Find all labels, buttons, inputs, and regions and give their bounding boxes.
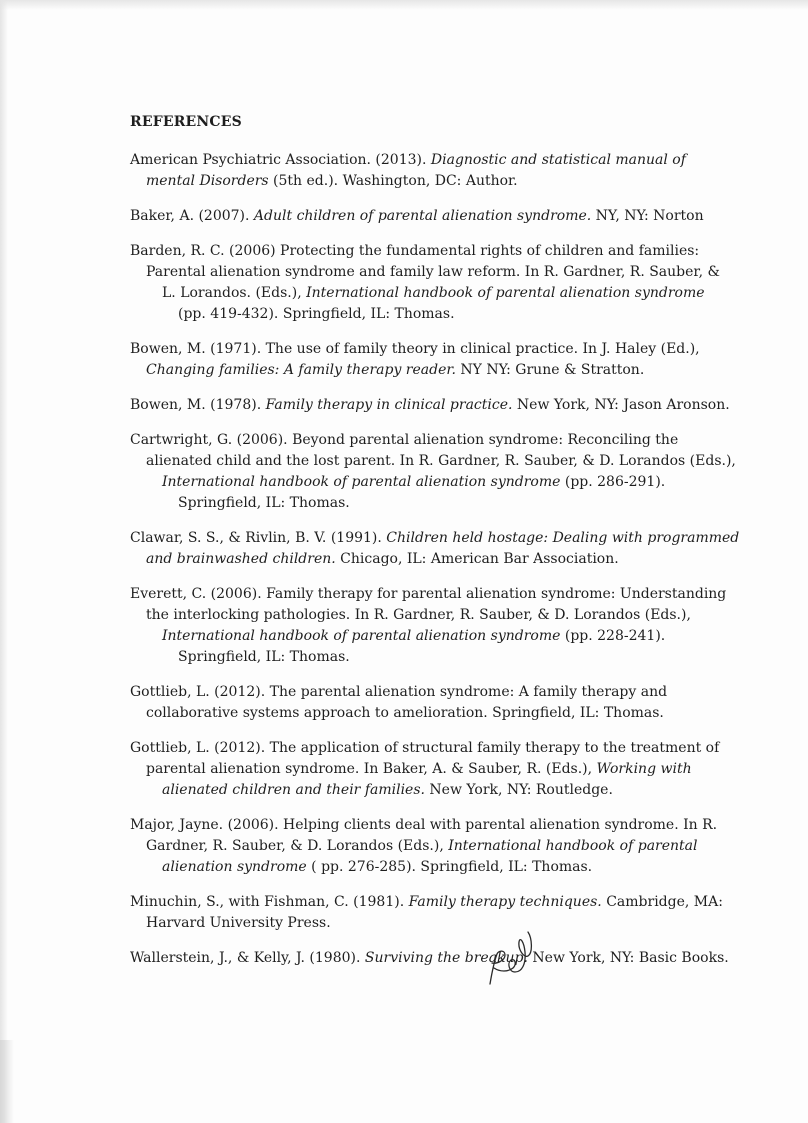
reference-line xyxy=(130,339,700,360)
reference-line xyxy=(130,584,727,605)
scan-edge-left xyxy=(0,0,8,1123)
reference-text: (pp. 419-432). Springfield, IL: Thomas. xyxy=(178,306,455,322)
reference-line xyxy=(130,948,729,969)
reference-text: Wallerstein, J., & Kelly, J. (1980). xyxy=(130,950,365,966)
reference-title-text: Changing families: A family therapy reader. xyxy=(146,362,456,378)
reference-title-text: International handbook of parental alienation syndrome xyxy=(306,285,705,301)
reference-entry xyxy=(130,892,723,934)
reference-text: Clawar, S. S., & Rivlin, B. V. (1991). xyxy=(130,530,387,546)
reference-line xyxy=(130,171,690,192)
reference-text: New York, NY: Jason Aronson. xyxy=(512,397,730,413)
reference-line xyxy=(130,283,705,304)
reference-text: New York, NY: Routledge. xyxy=(424,782,613,798)
reference-line xyxy=(130,206,704,227)
reference-text: Bowen, M. (1978). xyxy=(130,397,266,413)
reference-line xyxy=(130,395,730,416)
reference-text: collaborative systems approach to amelioration. Springfield, IL: Thomas. xyxy=(146,705,664,721)
reference-text: Everett, C. (2006). Family therapy for parental alienation syndrome: Understanding xyxy=(130,586,727,602)
reference-line xyxy=(130,815,718,836)
reference-text: Major, Jayne. (2006). Helping clients deal with parental alienation syndrome. In R. xyxy=(130,817,718,833)
reference-title-text: International handbook of parental xyxy=(448,838,698,854)
reference-text: American Psychiatric Association. (2013). xyxy=(130,152,431,168)
reference-text: Harvard University Press. xyxy=(146,915,331,931)
reference-line xyxy=(130,472,690,493)
reference-entry xyxy=(130,430,736,514)
reference-line xyxy=(130,780,690,801)
reference-entry xyxy=(130,150,690,192)
reference-entry xyxy=(130,206,704,227)
reference-line xyxy=(130,892,723,913)
reference-text: Bowen, M. (1971). The use of family theory in clinical practice. In J. Haley (Ed.), xyxy=(130,341,700,357)
reference-line xyxy=(130,836,698,857)
scan-shadow xyxy=(0,1040,14,1123)
reference-line xyxy=(130,549,690,570)
reference-text: alienated child and the lost parent. In R. Gardner, R. Sauber, & D. Lorandos (Eds.), xyxy=(146,453,736,469)
reference-line xyxy=(130,759,690,780)
reference-text: Gottlieb, L. (2012). The application of structural family therapy to the treatment of xyxy=(130,740,720,756)
reference-entry xyxy=(130,395,730,416)
reference-line xyxy=(130,493,690,514)
reference-text: Chicago, IL: American Bar Association. xyxy=(335,551,619,567)
reference-text: Springfield, IL: Thomas. xyxy=(178,495,350,511)
reference-title-text: Family therapy in clinical practice. xyxy=(265,397,513,413)
reference-title-text: Surviving the breakup. xyxy=(364,950,528,966)
reference-text: Barden, R. C. (2006) Protecting the fundamental rights of children and families: xyxy=(130,243,700,259)
reference-line xyxy=(130,262,720,283)
reference-title-text: Working with xyxy=(596,761,692,777)
reference-entry xyxy=(130,241,720,325)
reference-entry xyxy=(130,738,720,801)
reference-text: (5th ed.). Washington, DC: Author. xyxy=(268,173,518,189)
reference-text: New York, NY: Basic Books. xyxy=(527,950,729,966)
reference-entry xyxy=(130,682,690,724)
signature-initials xyxy=(478,928,538,990)
reference-title-text: Diagnostic and statistical manual of xyxy=(430,152,686,168)
reference-title-text: alienation syndrome xyxy=(162,859,307,875)
reference-line xyxy=(130,150,690,171)
reference-line xyxy=(130,647,690,668)
reference-line xyxy=(130,430,690,451)
reference-line xyxy=(130,241,700,262)
reference-text: Gottlieb, L. (2012). The parental alienation syndrome: A family therapy and xyxy=(130,684,668,700)
reference-line xyxy=(130,703,690,724)
reference-text: Baker, A. (2007). xyxy=(130,208,254,224)
reference-title-text: International handbook of parental alienation syndrome xyxy=(162,628,561,644)
reference-entry xyxy=(130,584,727,668)
reference-title-text: Children held hostage: Dealing with programmed xyxy=(386,530,740,546)
scan-edge-top xyxy=(0,0,808,10)
reference-line xyxy=(130,913,690,934)
reference-text: Minuchin, S., with Fishman, C. (1981). xyxy=(130,894,409,910)
reference-line xyxy=(130,605,690,626)
reference-title-text: and brainwashed children. xyxy=(146,551,336,567)
reference-entry xyxy=(130,815,718,878)
reference-text: (pp. 228-241). xyxy=(560,628,666,644)
reference-line xyxy=(130,528,740,549)
reference-title-text: Family therapy techniques. xyxy=(408,894,602,910)
reference-title-text: International handbook of parental alienation syndrome xyxy=(162,474,561,490)
reference-line xyxy=(130,738,720,759)
reference-line xyxy=(130,626,690,647)
reference-text: Parental alienation syndrome and family law reform. In R. Gardner, R. Sauber, & xyxy=(146,264,720,280)
reference-line xyxy=(130,857,690,878)
reference-text: the interlocking pathologies. In R. Gardner, R. Sauber, & D. Lorandos (Eds.), xyxy=(146,607,691,623)
reference-text: NY NY: Grune & Stratton. xyxy=(455,362,645,378)
reference-text: L. Lorandos. (Eds.), xyxy=(162,285,307,301)
reference-entry xyxy=(130,948,729,969)
reference-text: (pp. 286-291). xyxy=(560,474,666,490)
reference-line xyxy=(130,360,690,381)
reference-text: Cambridge, MA: xyxy=(601,894,723,910)
reference-entry xyxy=(130,528,740,570)
references-heading: REFERENCES xyxy=(130,114,242,130)
reference-line xyxy=(130,451,736,472)
reference-text: Gardner, R. Sauber, & D. Lorandos (Eds.), xyxy=(146,838,449,854)
reference-title-text: Adult children of parental alienation syndrome. xyxy=(253,208,592,224)
reference-entry xyxy=(130,339,700,381)
reference-text: NY, NY: Norton xyxy=(591,208,704,224)
reference-line xyxy=(130,682,690,703)
reference-text: ( pp. 276-285). Springfield, IL: Thomas. xyxy=(306,859,593,875)
reference-text: Springfield, IL: Thomas. xyxy=(178,649,350,665)
reference-title-text: alienated children and their families. xyxy=(162,782,425,798)
reference-text: parental alienation syndrome. In Baker, A. & Sauber, R. (Eds.), xyxy=(146,761,597,777)
reference-list xyxy=(130,150,740,969)
reference-title-text: mental Disorders xyxy=(146,173,269,189)
reference-text: Cartwright, G. (2006). Beyond parental alienation syndrome: Reconciling the xyxy=(130,432,679,448)
reference-line xyxy=(130,304,690,325)
